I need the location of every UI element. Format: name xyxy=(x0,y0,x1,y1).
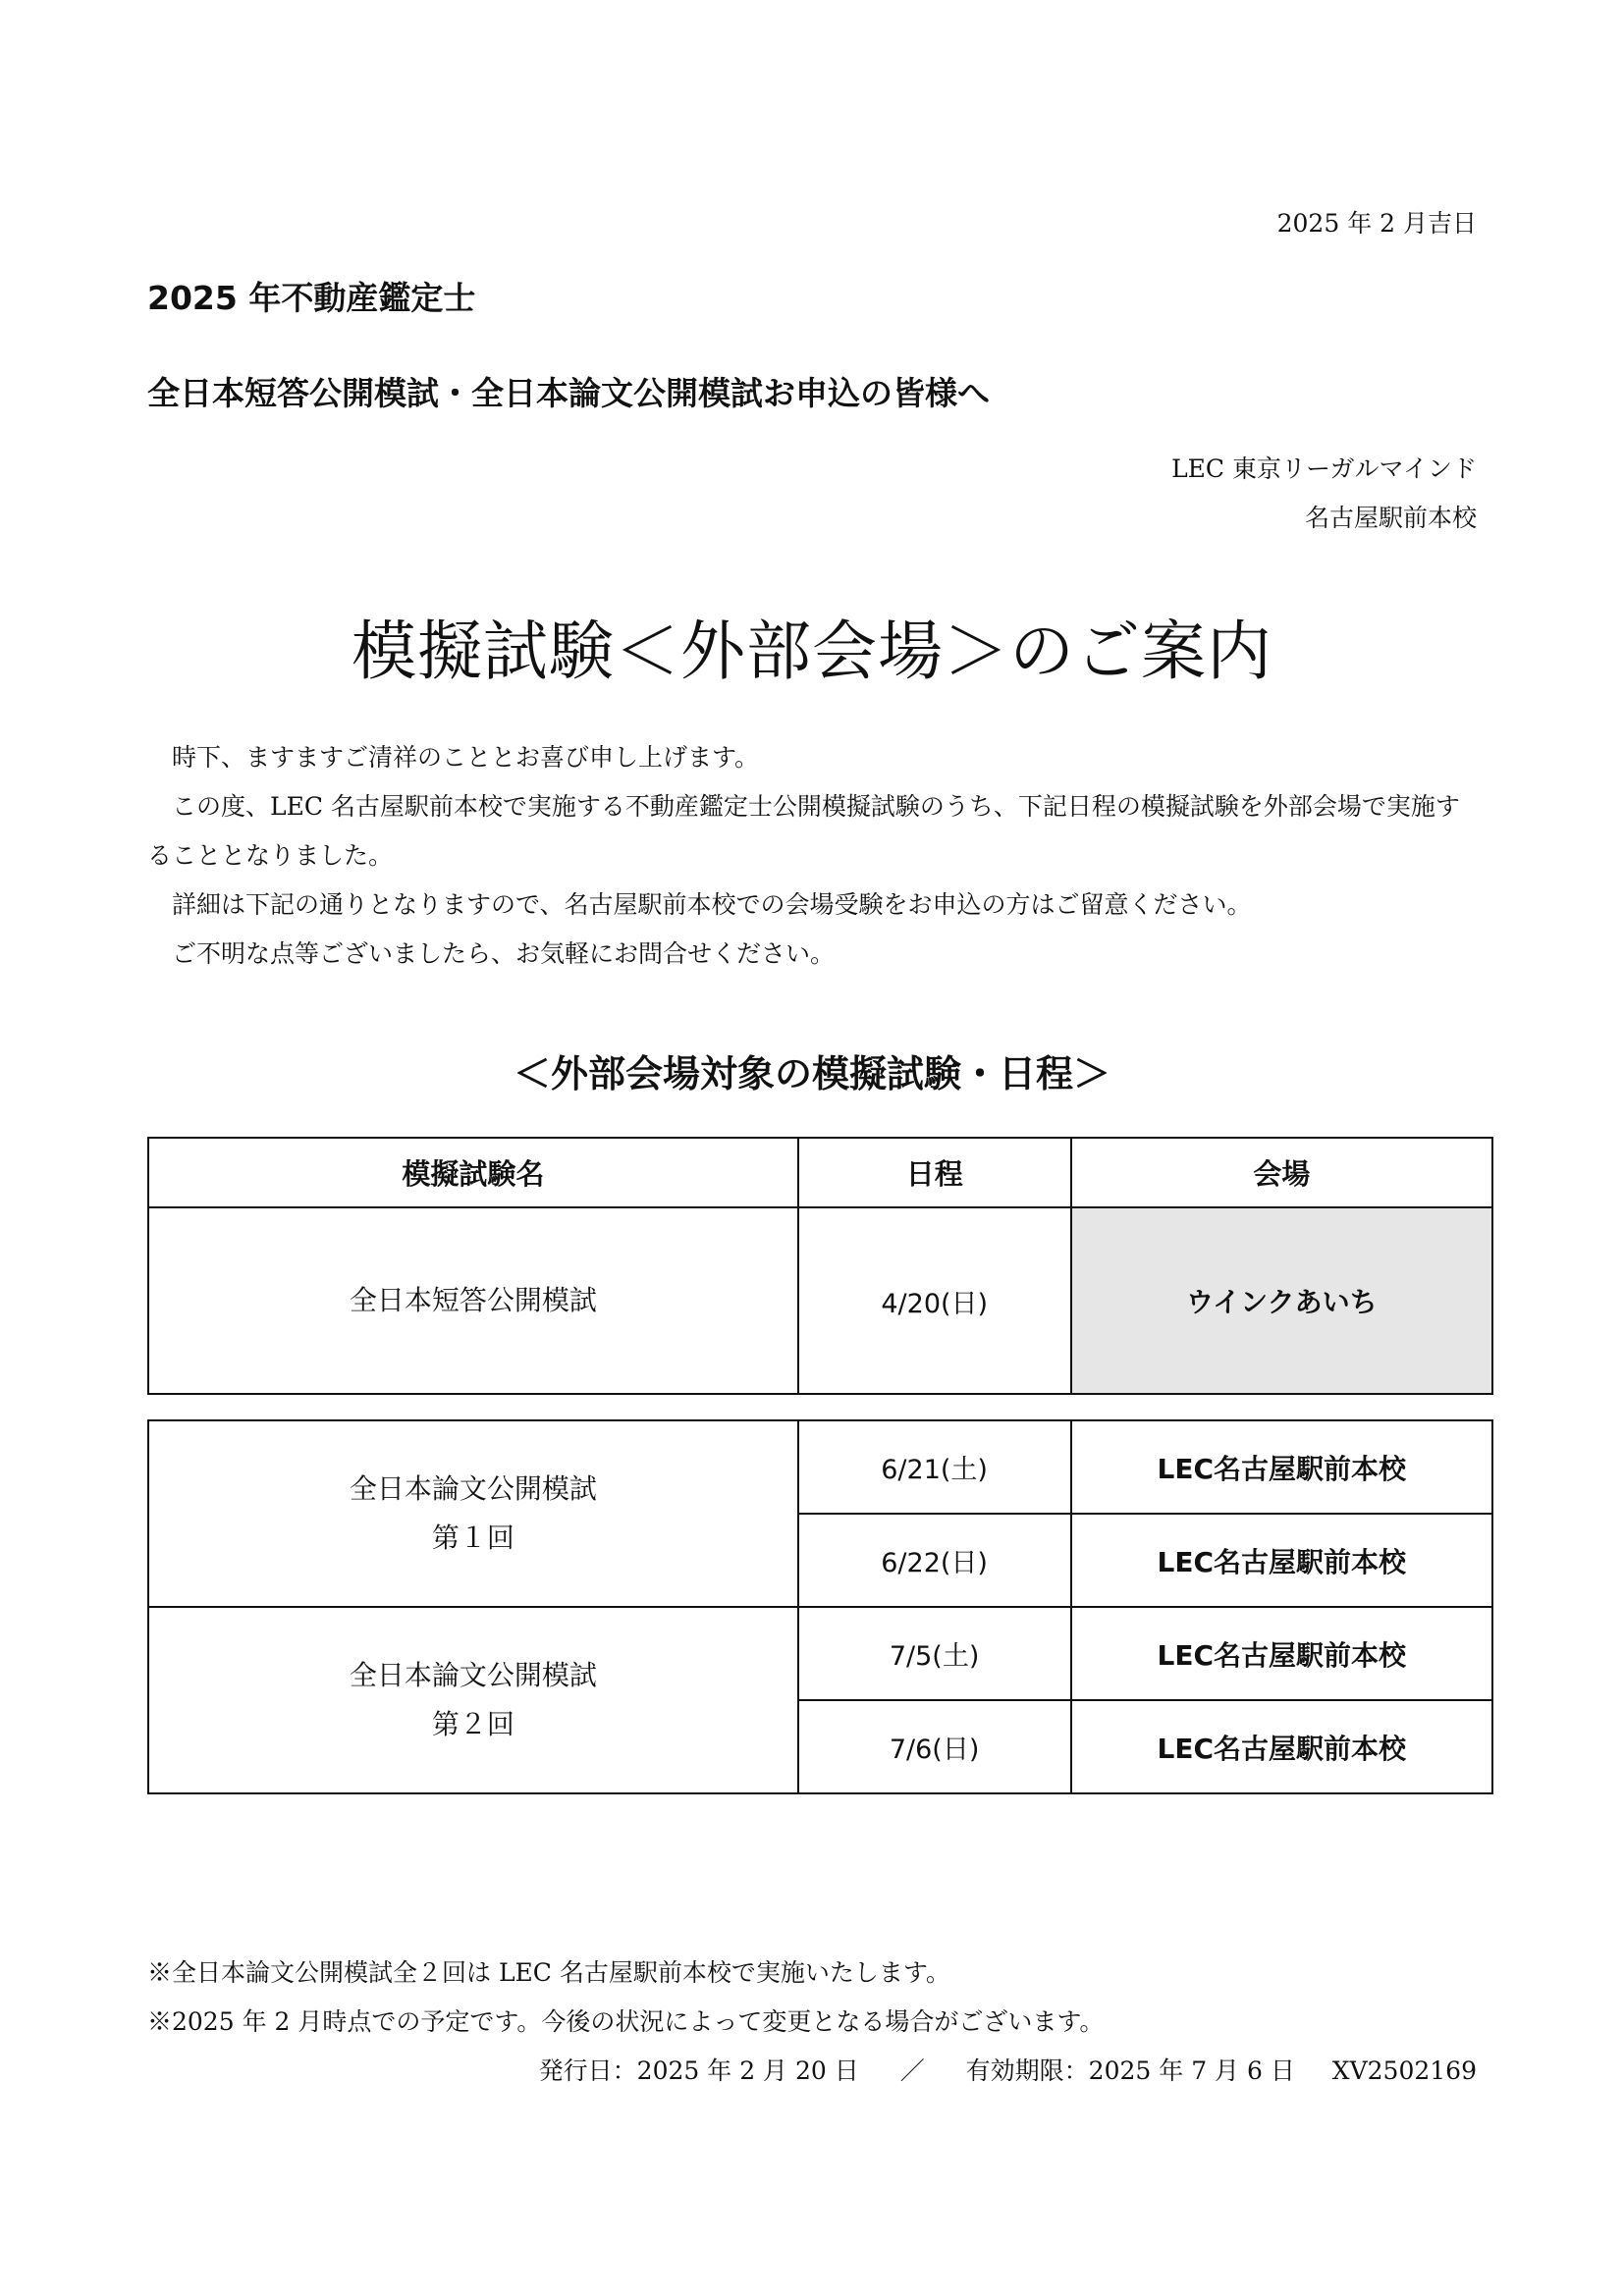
schedule-title: ＜外部会場対象の模擬試験・日程＞ xyxy=(513,1052,1110,1095)
table-row xyxy=(148,1607,1492,1700)
table-row xyxy=(148,1207,1492,1394)
exam-round: 第１回 xyxy=(431,1522,514,1554)
exam-name-cell: 全日本短答公開模試 xyxy=(148,1207,798,1394)
exam-date-cell: 7/5(土) xyxy=(798,1607,1071,1700)
body-paragraph: 詳細は下記の通りとなりますので、名古屋駅前本校での会場受験をお申込の方はご留意ください。 xyxy=(172,890,1252,919)
exam-venue-cell: LEC名古屋駅前本校 xyxy=(1071,1700,1492,1793)
sender-organization: LEC 東京リーガルマインド xyxy=(1171,454,1477,483)
header-venue: 会場 xyxy=(1071,1138,1492,1207)
document-title: 模擬試験＜外部会場＞のご案内 xyxy=(352,614,1272,689)
header-exam-name: 模擬試験名 xyxy=(148,1138,798,1207)
exam-venue-cell: ウインクあいち xyxy=(1071,1207,1492,1394)
exam-name: 全日本論文公開模試 xyxy=(349,1659,597,1691)
exam-venue-cell: LEC名古屋駅前本校 xyxy=(1071,1514,1492,1607)
note-schedule-change: ※2025 年 2 月時点での予定です。今後の状況によって変更となる場合がございます。 xyxy=(147,2007,1105,2036)
heading-addressee: 全日本短答公開模試・全日本論文公開模試お申込の皆様へ xyxy=(147,374,990,412)
exam-venue-cell: LEC名古屋駅前本校 xyxy=(1071,1420,1492,1514)
exam-name-cell xyxy=(148,1607,798,1793)
footer-separator: ／ xyxy=(899,2056,925,2085)
exam-round: 第２回 xyxy=(431,1708,514,1740)
sender-branch: 名古屋駅前本校 xyxy=(1304,504,1477,532)
document-code: XV2502169 xyxy=(1331,2056,1477,2085)
exam-venue-cell: LEC名古屋駅前本校 xyxy=(1071,1607,1492,1700)
validity-date: 有効期限：2025 年 7 月 6 日 xyxy=(965,2056,1295,2085)
body-text xyxy=(147,733,1483,979)
exam-date-cell: 6/22(日) xyxy=(798,1514,1071,1607)
body-paragraph: この度、LEC 名古屋駅前本校で実施する不動産鑑定士公開模擬試験のうち、下記日程の模擬試験を外部会場で実施することとなりました。 xyxy=(147,792,1460,870)
body-paragraph: ご不明な点等ございましたら、お気軽にお問合せください。 xyxy=(172,939,836,968)
exam-date-cell: 4/20(日) xyxy=(798,1207,1071,1394)
issue-date: 2025 年 2 月吉日 xyxy=(1276,209,1477,238)
exam-date-cell: 7/6(日) xyxy=(798,1700,1071,1793)
exam-name-cell xyxy=(148,1420,798,1607)
header-date: 日程 xyxy=(798,1138,1071,1207)
issue-date-footer: 発行日：2025 年 2 月 20 日 xyxy=(538,2056,859,2085)
body-paragraph: 時下、ますますご清祥のこととお喜び申し上げます。 xyxy=(172,743,760,772)
table-row xyxy=(148,1420,1492,1514)
heading-exam-year: 2025 年不動産鑑定士 xyxy=(147,279,476,317)
footer-issue-info xyxy=(539,2052,1477,2087)
note-venue: ※全日本論文公開模試全２回は LEC 名古屋駅前本校で実施いたします。 xyxy=(147,1958,950,1987)
table-header-row xyxy=(148,1138,1492,1207)
exam-name: 全日本論文公開模試 xyxy=(349,1472,597,1505)
exam-date-cell: 6/21(土) xyxy=(798,1420,1071,1514)
schedule-table-essay xyxy=(147,1419,1493,1794)
schedule-table-short xyxy=(147,1137,1493,1395)
